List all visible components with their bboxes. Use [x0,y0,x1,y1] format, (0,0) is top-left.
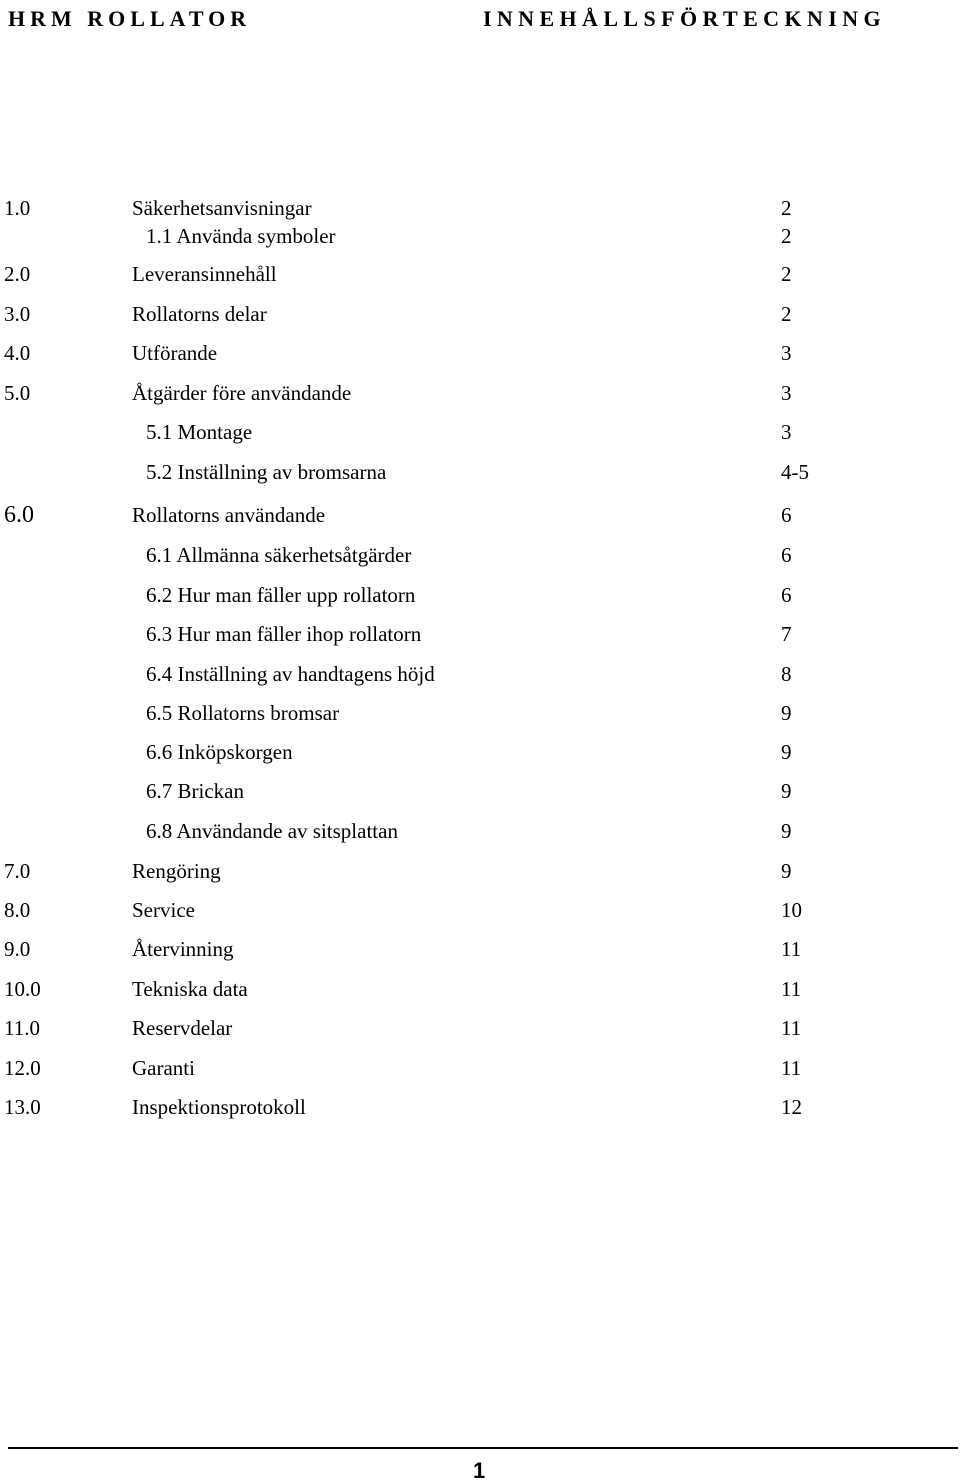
toc-entry-page: 3 [781,341,792,365]
toc-entry-title: Reservdelar [132,1016,233,1040]
toc-entry-title: Rollatorns användande [132,503,326,527]
toc-entry-title: 6.7 Brickan [146,779,244,803]
toc-entry-number: 3.0 [4,302,31,326]
toc-entry-title: 6.6 Inköpskorgen [146,740,293,764]
toc-entry [0,500,960,530]
toc-entry [0,1013,960,1043]
toc-entry-number: 6.0 [4,502,34,528]
toc-entry-page: 2 [781,302,792,326]
toc-entry-page: 4-5 [781,460,809,484]
toc-entry-title: Rengöring [132,859,221,883]
toc-entry-title: Leveransinnehåll [132,262,277,286]
toc-entry-page: 2 [781,224,792,248]
toc-entry-title: 5.1 Montage [146,420,253,444]
toc-entry-page: 11 [781,1016,802,1040]
toc-entry [0,1092,960,1122]
footer-divider [8,1447,958,1449]
toc-entry-title: Rollatorns delar [132,302,267,326]
toc-entry-page: 9 [781,859,792,883]
toc-subentry [0,816,960,846]
toc-entry-number: 13.0 [4,1095,41,1119]
toc-entry-page: 11 [781,977,802,1001]
toc-entry-number: 11.0 [4,1016,40,1040]
toc-entry-page: 6 [781,543,792,567]
toc-subentry [0,221,960,251]
toc-entry-title: 6.2 Hur man fäller upp rollatorn [146,583,416,607]
toc-entry-number: 9.0 [4,937,31,961]
toc-entry-page: 6 [781,583,792,607]
toc-entry [0,895,960,925]
toc-entry-page: 2 [781,196,792,220]
toc-entry-number: 10.0 [4,977,41,1001]
toc-entry-page: 10 [781,898,802,922]
toc-subentry [0,698,960,728]
toc-entry-title: Återvinning [132,937,234,961]
toc-entry [0,193,960,223]
toc-entry-title: 6.4 Inställning av handtagens höjd [146,662,435,686]
toc-entry-title: Service [132,898,195,922]
toc-subentry [0,417,960,447]
toc-subentry [0,737,960,767]
toc-entry-page: 8 [781,662,792,686]
toc-entry-page: 9 [781,701,792,725]
toc-entry-page: 3 [781,420,792,444]
toc-entry-number: 1.0 [4,196,31,220]
toc-entry-title: 5.2 Inställning av bromsarna [146,460,387,484]
toc-entry-title: Åtgärder före användande [132,381,352,405]
toc-subentry [0,619,960,649]
toc-entry [0,259,960,289]
toc-entry-page: 12 [781,1095,802,1119]
toc-entry-page: 9 [781,779,792,803]
toc-subentry [0,776,960,806]
toc-entry-title: 6.1 Allmänna säkerhetsåtgärder [146,543,412,567]
document-header-section: INNEHÅLLSFÖRTECKNING [482,6,886,31]
toc-entry [0,974,960,1004]
document-header-title: HRM ROLLATOR [8,6,252,31]
toc-entry-number: 8.0 [4,898,31,922]
toc-entry-title: Säkerhetsanvisningar [132,196,312,220]
toc-entry [0,934,960,964]
toc-entry-page: 11 [781,1056,802,1080]
toc-subentry [0,659,960,689]
toc-subentry [0,580,960,610]
toc-entry [0,378,960,408]
toc-subentry [0,540,960,570]
toc-entry-title: 6.8 Användande av sitsplattan [146,819,398,843]
toc-entry-number: 5.0 [4,381,31,405]
toc-entry [0,338,960,368]
toc-entry-page: 6 [781,503,792,527]
toc-entry-title: Utförande [132,341,218,365]
toc-entry-number: 2.0 [4,262,31,286]
toc-entry-number: 4.0 [4,341,31,365]
toc-entry-title: 6.5 Rollatorns bromsar [146,701,340,725]
toc-entry-number: 12.0 [4,1056,41,1080]
toc-entry-page: 9 [781,740,792,764]
toc-entry [0,1053,960,1083]
toc-entry [0,856,960,886]
page-number: 1 [473,1458,486,1483]
toc-entry-page: 7 [781,622,792,646]
toc-entry-title: Tekniska data [132,977,248,1001]
toc-entry-title: 6.3 Hur man fäller ihop rollatorn [146,622,422,646]
toc-subentry [0,457,960,487]
toc-entry-page: 9 [781,819,792,843]
toc-entry [0,299,960,329]
toc-entry-page: 11 [781,937,802,961]
toc-entry-title: Inspektionsprotokoll [132,1095,306,1119]
toc-entry-title: 1.1 Använda symboler [146,224,336,248]
toc-entry-page: 2 [781,262,792,286]
toc-entry-title: Garanti [132,1056,195,1080]
toc-entry-number: 7.0 [4,859,31,883]
toc-entry-page: 3 [781,381,792,405]
